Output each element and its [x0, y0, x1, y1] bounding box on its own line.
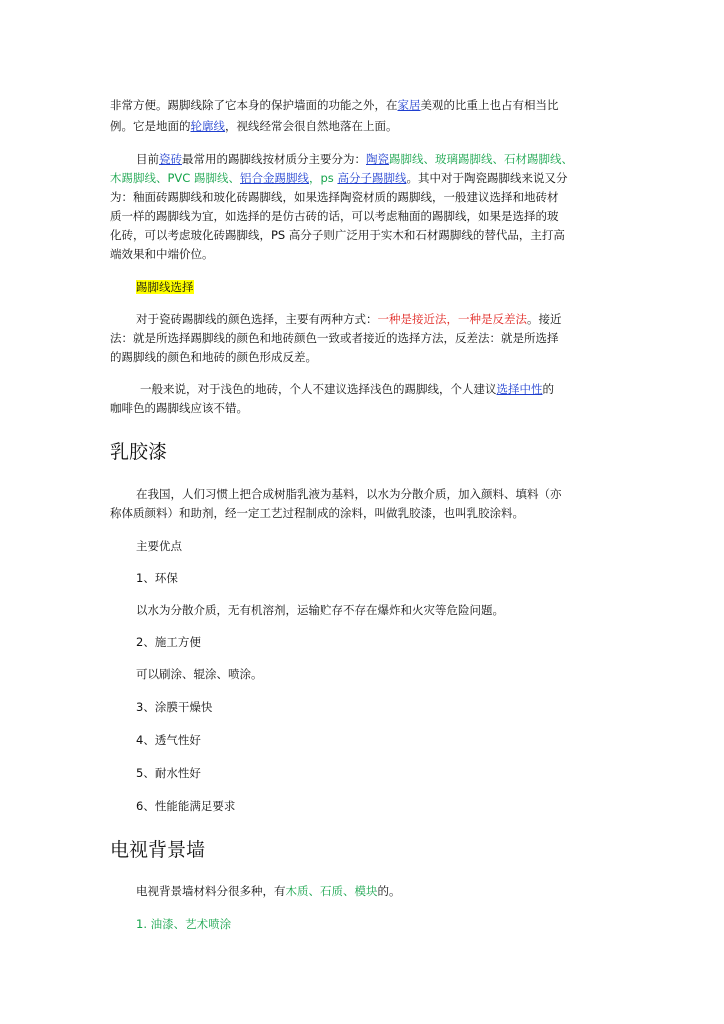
materials-line-6: 端效果和中端价位。 — [110, 247, 214, 261]
latex-item-2: 2、施工方便 — [136, 635, 201, 649]
latex-item-6: 6、性能能满足要求 — [136, 799, 236, 813]
tv-wall-intro: 电视背景墙材料分很多种，有木质、石质、模块的。 — [136, 884, 401, 898]
materials-line-4: 质一样的踢脚线为宜，如选择的是仿古砖的话，可以考虑釉面的踢脚线，如果是选择的玻 — [110, 209, 559, 223]
selection-line-1: 对于瓷砖踢脚线的颜色选择，主要有两种方式：一种是接近法，一种是反差法。接近 — [136, 312, 562, 326]
link-home[interactable]: 家居 — [397, 98, 421, 112]
selection-advice-line-1: 一般来说，对于浅色的地砖，个人不建议选择浅色的踢脚线，个人建议选择中性的 — [140, 382, 554, 396]
link-ceramic[interactable]: 陶瓷 — [366, 152, 389, 166]
materials-line-3: 为：釉面砖踢脚线和玻化砖踢脚线，如果选择陶瓷材质的踢脚线，一般建议选择和地砖材 — [110, 190, 559, 204]
link-polymer[interactable]: 高分子踢脚线 — [337, 171, 407, 185]
selection-heading: 踢脚线选择 — [136, 280, 194, 294]
link-alloy[interactable]: 铝合金踢脚线 — [240, 171, 309, 185]
link-outline[interactable]: 轮廓线 — [190, 119, 225, 133]
latex-item-1-desc: 以水为分散介质，无有机溶剂，运输贮存不存在爆炸和火灾等危险问题。 — [136, 603, 504, 617]
latex-desc-line-1: 在我国，人们习惯上把合成树脂乳液为基料，以水为分散介质，加入颜料、填料（亦 — [136, 487, 562, 501]
materials-line-1: 目前瓷砖最常用的踢脚线按材质分主要分为：陶瓷踢脚线、玻璃踢脚线、石材踢脚线、 — [136, 152, 573, 166]
intro-line-2: 例。它是地面的轮廓线，视线经常会很自然地落在上面。 — [110, 119, 398, 133]
latex-item-4: 4、透气性好 — [136, 733, 201, 747]
latex-item-2-desc: 可以刷涂、辊涂、喷涂。 — [136, 667, 263, 681]
latex-item-5: 5、耐水性好 — [136, 766, 201, 780]
selection-line-3: 的踢脚线的颜色和地砖的颜色形成反差。 — [110, 350, 317, 364]
latex-item-1: 1、环保 — [136, 571, 178, 585]
latex-desc-line-2: 称体质颜料）和助剂，经一定工艺过程制成的涂料，叫做乳胶漆，也叫乳胶涂料。 — [110, 506, 524, 520]
latex-item-3: 3、涂膜干燥快 — [136, 700, 213, 714]
link-neutral[interactable]: 选择中性 — [496, 382, 543, 396]
materials-line-2: 木踢脚线、PVC 踢脚线、铝合金踢脚线，ps 高分子踢脚线。其中对于陶瓷踢脚线来说又分 — [110, 171, 568, 185]
materials-line-5: 化砖，可以考虑玻化砖踢脚线，PS 高分子则广泛用于实木和石材踢脚线的替代品，主打高 — [110, 228, 565, 242]
latex-title: 乳胶漆 — [110, 441, 168, 463]
selection-advice-line-2: 咖啡色的踢脚线应该不错。 — [110, 401, 248, 415]
selection-line-2: 法：就是所选择踢脚线的颜色和地砖颜色一致或者接近的选择方法，反差法：就是所选择 — [110, 331, 559, 345]
tv-wall-title: 电视背景墙 — [110, 839, 206, 861]
latex-advantages-label: 主要优点 — [136, 539, 182, 553]
link-tile[interactable]: 瓷砖 — [159, 152, 182, 166]
intro-line-1: 非常方便。踢脚线除了它本身的保护墙面的功能之外，在家居美观的比重上也占有相当比 — [110, 98, 559, 112]
tv-wall-item-1: 1. 油漆、艺术喷涂 — [136, 917, 232, 931]
